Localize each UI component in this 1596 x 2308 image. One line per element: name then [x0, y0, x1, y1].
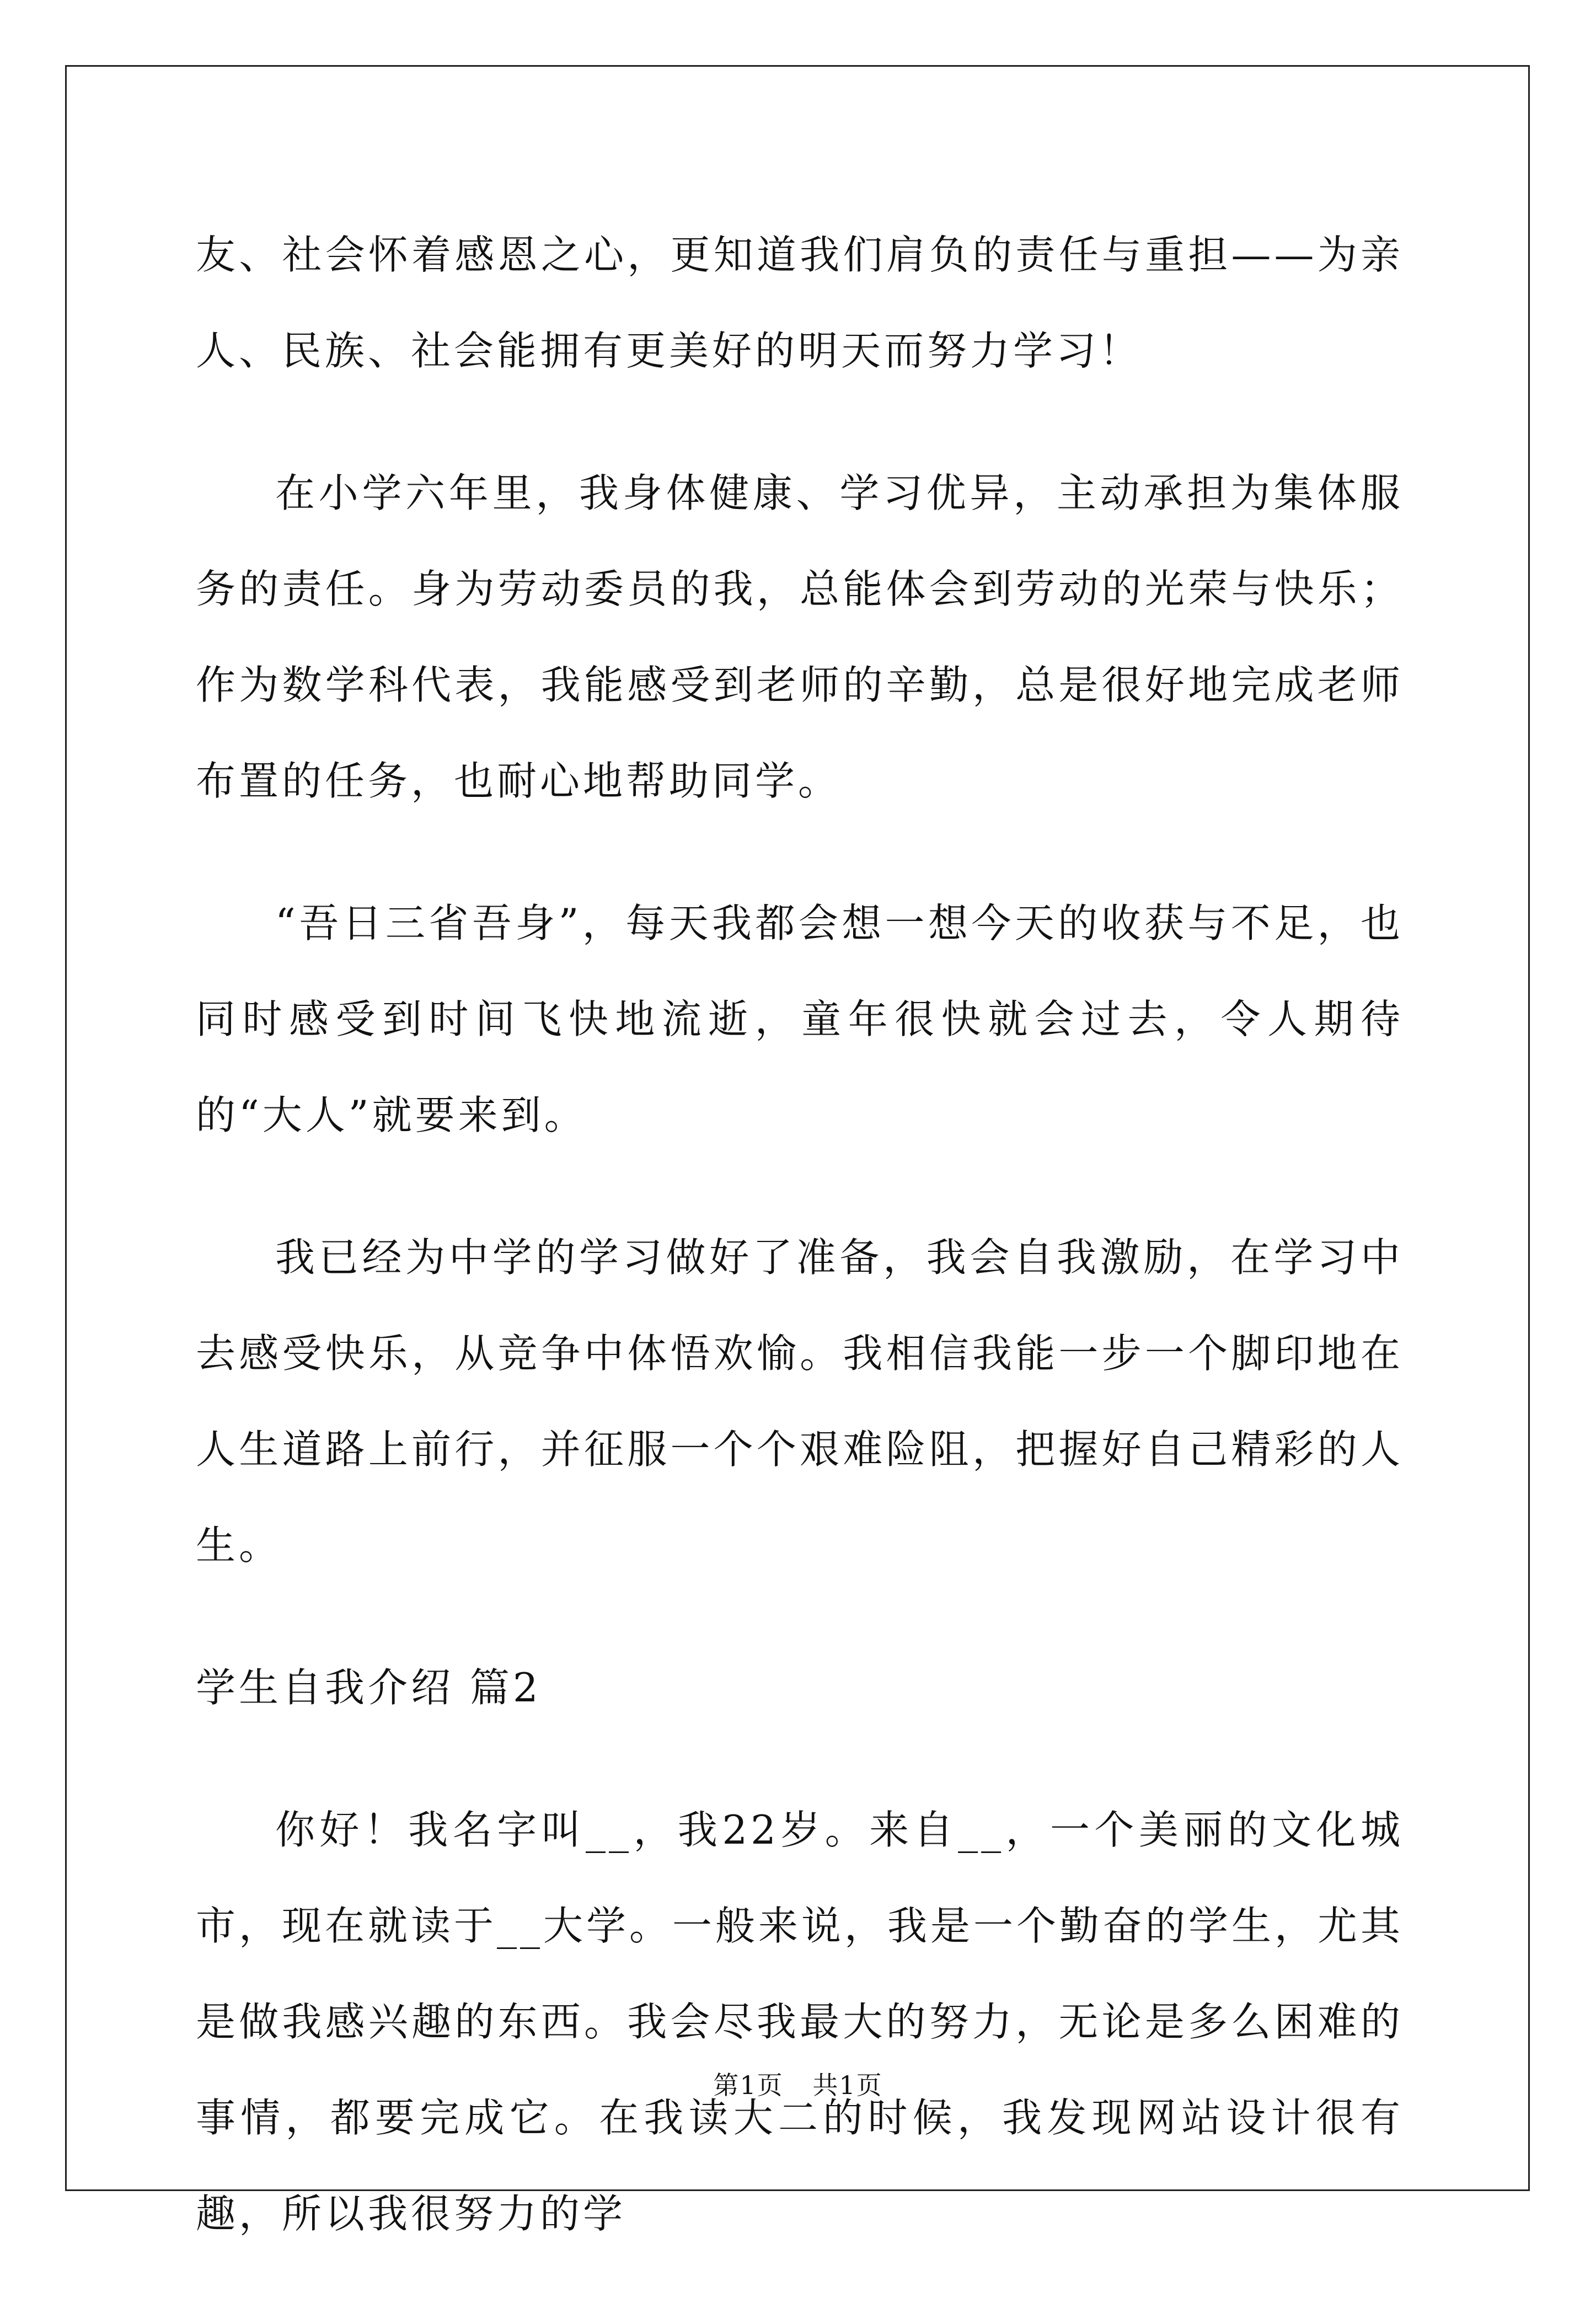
- page-total: 共1页: [812, 2070, 883, 2100]
- page-number: 第1页: [713, 2070, 784, 2100]
- document-body: [196, 207, 1404, 2308]
- section-heading: 学生自我介绍 篇2: [196, 1664, 542, 1711]
- page-footer: [0, 2065, 1596, 2102]
- paragraph: “吾日三省吾身”，每天我都会想一想今天的收获与不足，也同时感受到时间飞快地流逝，童年很快就会过去，令人期待的“大人”就要来到。: [196, 900, 1404, 1138]
- paragraph: 我已经为中学的学习做好了准备，我会自我激励，在学习中去感受快乐，从竞争中体悟欢愉。我相信我能一步一个脚印地在人生道路上前行，并征服一个个艰难险阻，把握好自己精彩的人生。: [196, 1234, 1404, 1568]
- paragraph-continued: 友、社会怀着感恩之心，更知道我们肩负的责任与重担——为亲人、民族、社会能拥有更美好的明天而努力学习！: [196, 232, 1404, 374]
- paragraph: 在小学六年里，我身体健康、学习优异，主动承担为集体服务的责任。身为劳动委员的我，总能体会到劳动的光荣与快乐；作为数学科代表，我能感受到老师的辛勤，总是很好地完成老师布置的任务，也耐心地帮助同学。: [196, 470, 1404, 804]
- paragraph: 你好！我名字叫__，我22岁。来自__，一个美丽的文化城市，现在就读于__大学。一般来说，我是一个勤奋的学生，尤其是做我感兴趣的东西。我会尽我最大的努力，无论是多么困难的事情，都要完成它。在我读大二的时候，我发现网站设计很有趣，所以我很努力的学: [196, 1807, 1404, 2237]
